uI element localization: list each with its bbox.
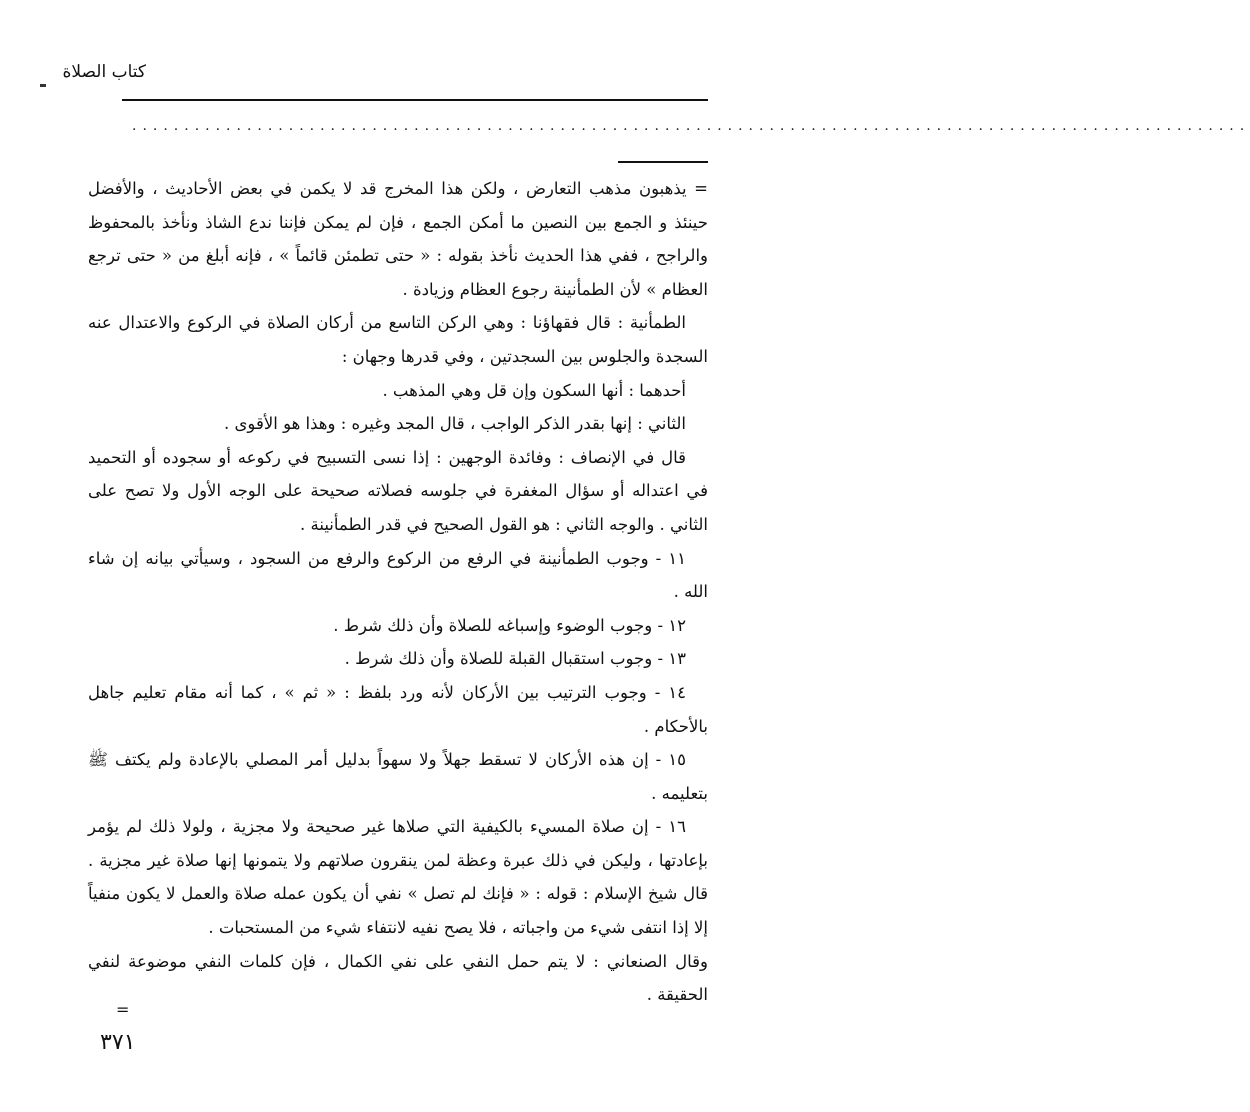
paragraph-first-view: أحدهما : أنها السكون وإن قل وهي المذهب . [382,380,686,400]
list-item-11: ١١ - وجوب الطمأنينة في الرفع من الركوع والرفع من السجود ، وسيأتي بيانه إن شاء الله . [88,548,708,602]
list-item-14: ١٤ - وجوب الترتيب بين الأركان لأنه ورد بلفظ : « ثم » ، كما أنه مقام تعليم جاهل بالأحكام . [88,682,708,736]
list-item-12: ١٢ - وجوب الوضوء وإسباغه للصلاة وأن ذلك شرط . [333,615,686,635]
continuation-mark: = [116,1000,130,1019]
dotted-separator: ........................................................................................................... [132,118,1250,134]
running-header-title: كتاب الصلاة [62,62,146,82]
body-text [88,172,708,1012]
paragraph-second-view: الثاني : إنها بقدر الذكر الواجب ، قال المجد وغيره : وهذا هو الأقوى . [224,414,686,434]
list-item-13: ١٣ - وجوب استقبال القبلة للصلاة وأن ذلك شرط . [344,649,686,669]
list-item-16: ١٦ - إن صلاة المسيء بالكيفية التي صلاها غير صحيحة ولا مجزية ، ولولا ذلك لم يؤمر بإعادتها ، وليكن في ذلك عبرة وعظة لمن ينقرون صلاتهم ولا يتمونها إنها صلاة غير مجزية . قال شيخ الإسلام : قوله : « فإنك لم تصل » نفي أن يكون عمله صلاة والعمل لا يكون منفياً إلا إذا انتفى شيء من واجباته ، فلا يصح نفيه لانتفاء شيء من المستحبات . [88,817,708,938]
paragraph-tumaninah: الطمأنية : قال فقهاؤنا : وهي الركن التاسع من أركان الصلاة في الركوع والاعتدال عنه السجدة والجلوس بين السجدتين ، وفي قدرها وجهان : [88,313,708,366]
paragraph-continuation: = يذهبون مذهب التعارض ، ولكن هذا المخرج قد لا يكمن في بعض الأحاديث ، والأفضل حينئذ و الجمع بين النصين ما أمكن الجمع ، فإن لم يمكن فإننا ندع الشاذ ونأخذ بالمحفوظ والراجح ، ففي هذا الحديث نأخذ بقوله : « حتى تطمئن قائماً » ، فإنه أبلغ من « حتى ترجع العظام » لأن الطمأنينة رجوع العظام وزيادة . [88,179,708,299]
paragraph-sanani: وقال الصنعاني : لا يتم حمل النفي على نفي الكمال ، فإن كلمات النفي موضوعة لنفي الحقيقة . [88,951,708,1005]
margin-mark [40,84,46,87]
list-item-15: ١٥ - إن هذه الأركان لا تسقط جهلاً ولا سهواً بدليل أمر المصلي بالإعادة ولم يكتف ﷺ بتعليمه . [88,750,708,803]
footnote-rule [618,161,708,163]
header-rule [122,99,708,101]
paragraph-insaf: قال في الإنصاف : وفائدة الوجهين : إذا نسى التسبيح في ركوعه أو سجوده أو التحميد في اعتداله أو سؤال المغفرة في جلوسه فصلاته صحيحة على الوجه الأول ولا تصح على الثاني . والوجه الثاني : هو القول الصحيح في قدر الطمأنينة . [88,447,708,534]
page-number: ٣٧١ [100,1030,136,1055]
